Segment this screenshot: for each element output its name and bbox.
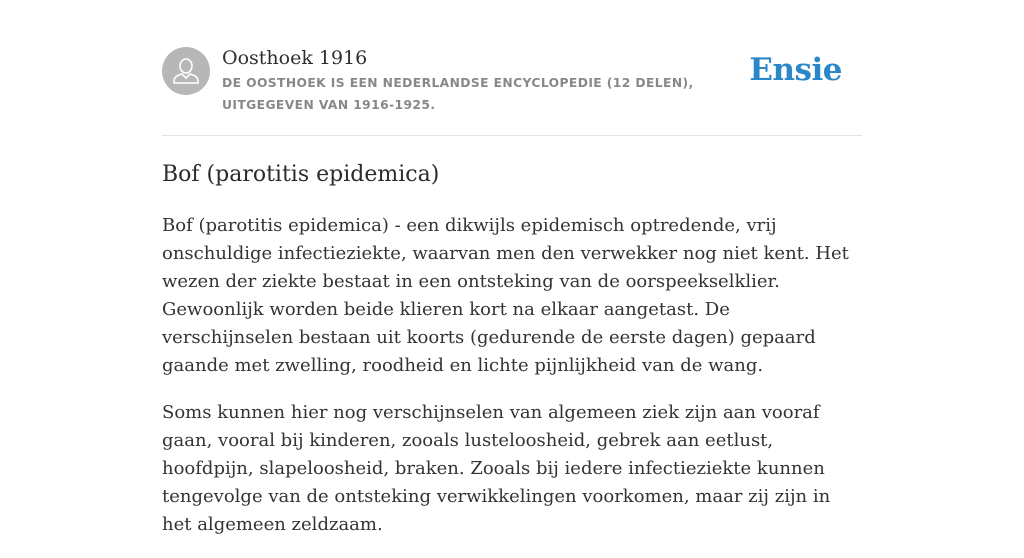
- source-header: [162, 46, 862, 136]
- article-body: [162, 212, 862, 558]
- user-silhouette-icon[interactable]: [162, 47, 210, 95]
- ensie-logo[interactable]: Ensie: [749, 52, 842, 88]
- source-title[interactable]: Oosthoek 1916: [222, 47, 368, 69]
- header-divider: [162, 135, 862, 136]
- source-description: DE OOSTHOEK IS EEN NEDERLANDSE ENCYCLOPEDIE (12 DELEN), UITGEGEVEN VAN 1916-1925.: [222, 76, 694, 112]
- article-title: Bof (parotitis epidemica): [162, 162, 440, 187]
- article-paragraph: Soms kunnen hier nog verschijnselen van algemeen ziek zijn aan vooraf gaan, vooral bij kinderen, zooals lusteloosheid, gebrek aan eetlust, hoofdpijn, slapeloosheid, braken. Zooals bij iedere infectieziekte kunnen tengevolge van de ontsteking verwikkelingen voorkomen, maar zij zijn in het algemeen zeldzaam.: [162, 402, 831, 535]
- article-paragraph: Bof (parotitis epidemica) - een dikwijls epidemisch optredende, vrij onschuldige infectieziekte, waarvan men den verwekker nog niet kent. Het wezen der ziekte bestaat in een ontsteking van de oorspeekselklier. Gewoonlijk worden beide klieren kort na elkaar aangetast. De verschijnselen bestaan uit koorts (gedurende de eerste dagen) gepaard gaande met zwelling, roodheid en lichte pijnlijkheid van de wang.: [162, 215, 849, 376]
